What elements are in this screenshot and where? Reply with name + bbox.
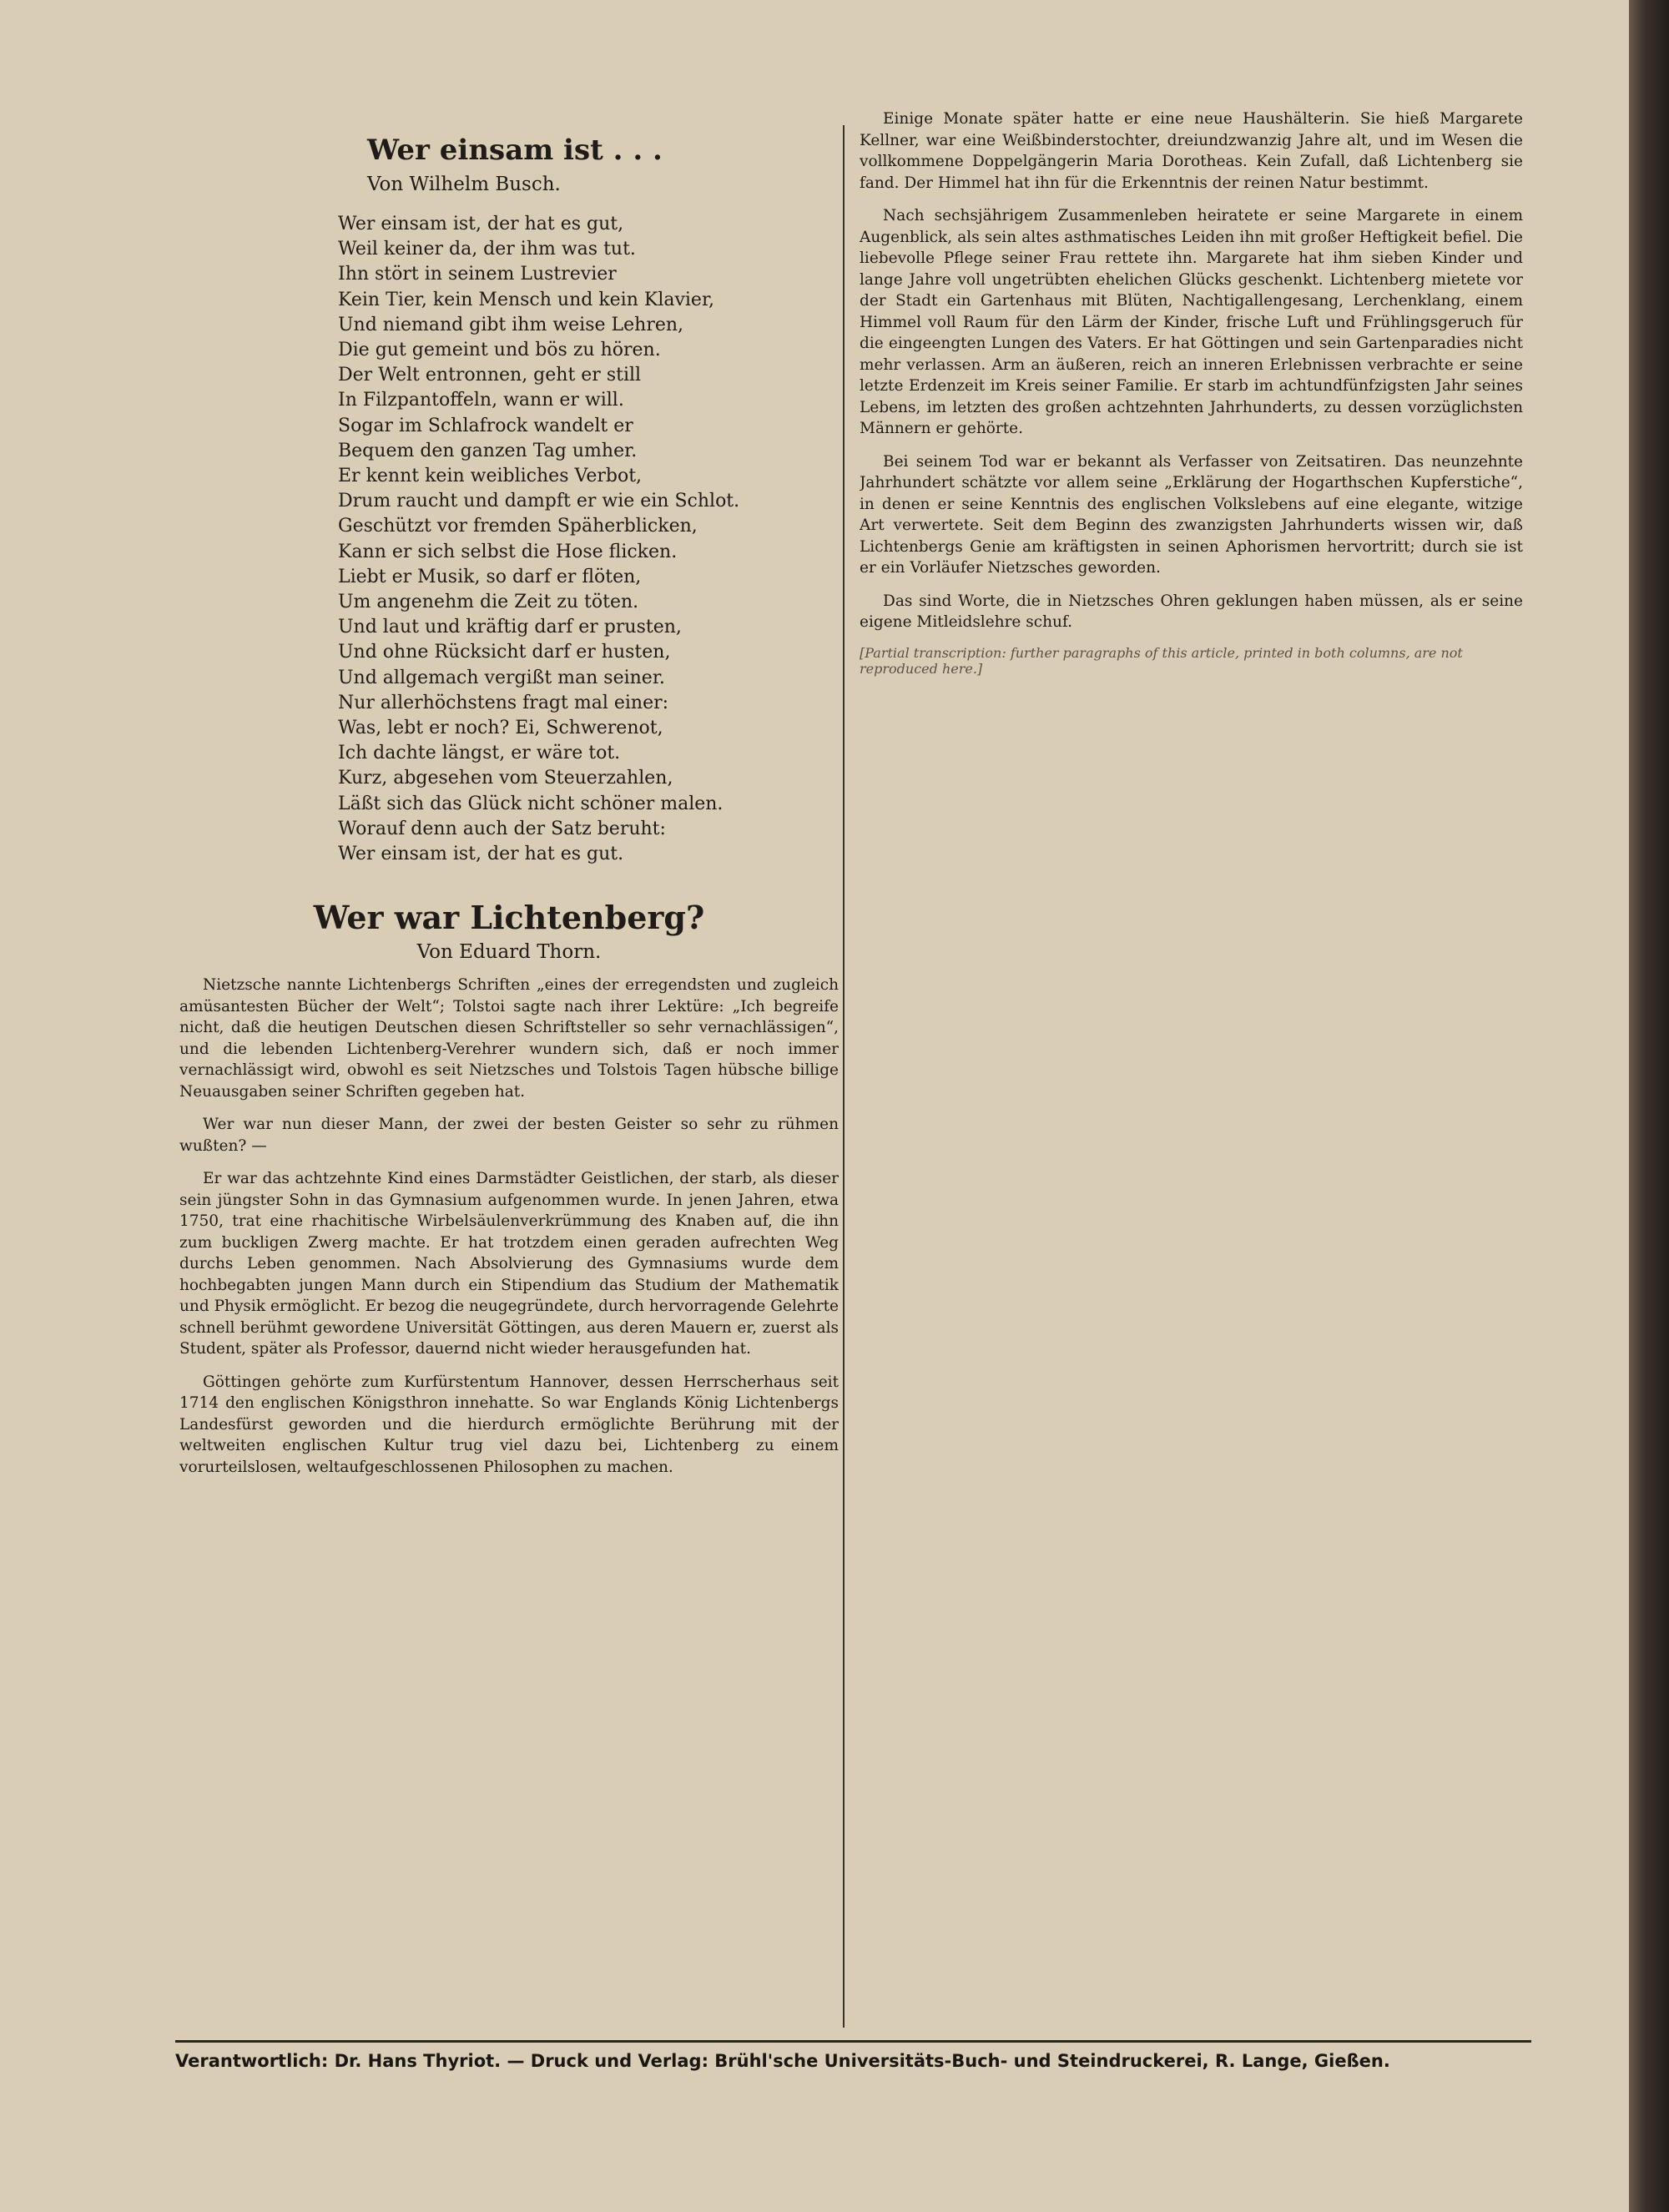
article-paragraph: Wer war nun dieser Mann, der zwei der besten Geister so sehr zu rühmen wußten? — [179,1116,839,1155]
poem-line: Geschützt vor fremden Späherblicken, [338,516,698,537]
article-paragraph: Nach sechsjährigem Zusammenleben heiratete er seine Margarete in einem Augenblick, als sein altes asthmatisches Leiden ihn mit großer Heftigkeit befiel. Die liebevolle Pflege seiner Frau rettete ihn. Margarete hat ihm sieben Kinder und lange Jahre voll ungetrübten ehelichen Glücks geschenkt. Lichtenberg mietete vor der Stadt ein Gartenhaus mit Blüten, Nachtigallengesang, Lerchenklang, einem Himmel voll Raum für den Lärm der Kinder, frische Luft und Frühlingsgeruch für die eingeengten Lungen des Vaters. Er hat Göttingen und sein Gartenparadies nicht mehr verlassen. Arm an äußeren, reich an inneren Erlebnissen verbrachte er seine letzte Erdenzeit im Kreis seiner Familie. Er starb im achtundfünfzigsten Jahr seines Lebens, im letzten des großen achtzehnten Jahrhunderts, zu dessen vorzüglichsten Männern er gehörte. [860,207,1523,437]
footer-divider [175,2040,1531,2043]
poem-line: Was, lebt er noch? Ei, Schwerenot, [338,718,663,739]
partial-transcription-note: [Partial transcription: further paragraphs of this article, printed in both columns, are not reproduced here.] [860,644,1463,677]
poem-line: Und niemand gibt ihm weise Lehren, [338,314,684,335]
poem-line: In Filzpantoffeln, wann er will. [338,390,624,411]
article-byline: Von Eduard Thorn. [416,941,602,964]
poem-line: Liebt er Musik, so darf er flöten, [338,566,642,587]
poem-line: Der Welt entronnen, geht er still [338,365,642,386]
poem-body [179,212,839,867]
poem-byline: Von Wilhelm Busch. [367,174,561,195]
poem-line: Nur allerhöchstens fragt mal einer: [338,692,669,713]
poem-line: Und laut und kräftig darf er prusten, [338,617,682,638]
article-paragraph: Das sind Worte, die in Nietzsches Ohren geklungen haben müssen, als er seine eigene Mitleidslehre schuf. [860,592,1523,631]
poem-line: Drum raucht und dampft er wie ein Schlot. [338,491,740,512]
poem-line: Worauf denn auch der Satz beruht: [338,818,666,839]
poem-line: Ich dachte längst, er wäre tot. [338,743,621,764]
binding-edge [1629,0,1669,2212]
article-title: Wer war Lichtenberg? [313,899,705,937]
poem-line: Kurz, abgesehen vom Steuerzahlen, [338,768,673,789]
left-column [179,125,839,2028]
poem-line: Die gut gemeint und bös zu hören. [338,340,661,361]
poem-line: Sogar im Schlafrock wandelt er [338,415,633,436]
poem-line: Wer einsam ist, der hat es gut. [338,844,624,865]
column-divider [843,125,845,2028]
article-paragraph: Er war das achtzehnte Kind eines Darmstädter Geistlichen, der starb, als dieser sein jüngster Sohn in das Gymnasium aufgenommen wurde. In jenen Jahren, etwa 1750, trat eine rhachitische Wirbelsäulenverkrümmung des Knaben auf, die ihn zum buckligen Zwerg machte. Er hat trotzdem einen geraden aufrechten Weg durchs Leben genommen. Nach Absolvierung des Gymnasiums wurde dem hochbegabten jungen Mann durch ein Stipendium das Studium der Mathematik und Physik ermöglicht. Er bezog die neugegründete, durch hervorragende Gelehrte schnell berühmt gewordene Universität Göttingen, aus deren Mauern er, zuerst als Student, später als Professor, dauernd nicht wieder herausgefunden hat. [179,1170,839,1358]
poem-title: Wer einsam ist . . . [367,134,663,167]
poem-line: Um angenehm die Zeit zu töten. [338,592,639,613]
article-paragraph: Göttingen gehörte zum Kurfürstentum Hannover, dessen Herrscherhaus seit 1714 den englischen Königsthron innehatte. So war Englands König Lichtenbergs Landesfürst geworden und die hierdurch ermöglichte Berührung mit der weltweiten englischen Kultur trug viel dazu bei, Lichtenberg zu einem vorurteilslosen, weltaufgeschlossenen Philosophen zu machen. [179,1373,839,1476]
right-column [860,108,1523,2028]
poem-line: Er kennt kein weibliches Verbot, [338,466,643,487]
article-paragraph: Bei seinem Tod war er bekannt als Verfasser von Zeitsatiren. Das neunzehnte Jahrhundert schätzte vor allem seine „Erklärung der Hogarthschen Kupferstiche“, in denen er seine Kenntnis des englischen Volkslebens auf eine elegante, witzige Art verwertete. Seit dem Beginn des zwanzigsten Jahrhunderts wissen wir, daß Lichtenbergs Genie am kräftigsten in seinen Aphorismen hervortritt; durch sie ist er ein Vorläufer Nietzsches geworden. [860,452,1523,577]
poem-line: Weil keiner da, der ihm was tut. [338,239,636,260]
poem-line: Und allgemach vergißt man seiner. [338,667,665,688]
poem-line: Ihn stört in seinem Lustrevier [338,264,617,285]
poem-line: Kann er sich selbst die Hose flicken. [338,541,678,562]
poem-line: Wer einsam ist, der hat es gut, [338,214,624,234]
article-paragraph: Einige Monate später hatte er eine neue Haushälterin. Sie hieß Margarete Kellner, war eine Weißbinderstochter, dreiundzwanzig Jahre alt, und im Wesen die vollkommene Doppelgängerin Maria Dorotheas. Kein Zufall, daß Lichtenberg sie fand. Der Himmel hat ihn für die Erkenntnis der reinen Natur bestimmt. [860,110,1523,192]
poem-line: Läßt sich das Glück nicht schöner malen. [338,793,724,814]
poem-line: Und ohne Rücksicht darf er husten, [338,642,671,663]
poem-line: Bequem den ganzen Tag umher. [338,440,638,461]
imprint-footer: Verantwortlich: Dr. Hans Thyriot. — Druck und Verlag: Brühl'sche Universitäts-Buch- und Steindruckerei, R. Lange, Gießen. [175,2051,1390,2071]
article-paragraph: Nietzsche nannte Lichtenbergs Schriften „eines der erregendsten und zugleich amüsantesten Bücher der Welt“; Tolstoi sagte nach ihrer Lektüre: „Ich begreife nicht, daß die heutigen Deutschen diesen Schriftsteller so sehr vernachlässigen“, und die lebenden Lichtenberg-Verehrer wundern sich, daß er noch immer vernachlässigt wird, obwohl es seit Nietzsches und Tolstois Tagen hübsche billige Neuausgaben seiner Schriften gegeben hat. [179,976,839,1101]
poem-line: Kein Tier, kein Mensch und kein Klavier, [338,289,715,310]
